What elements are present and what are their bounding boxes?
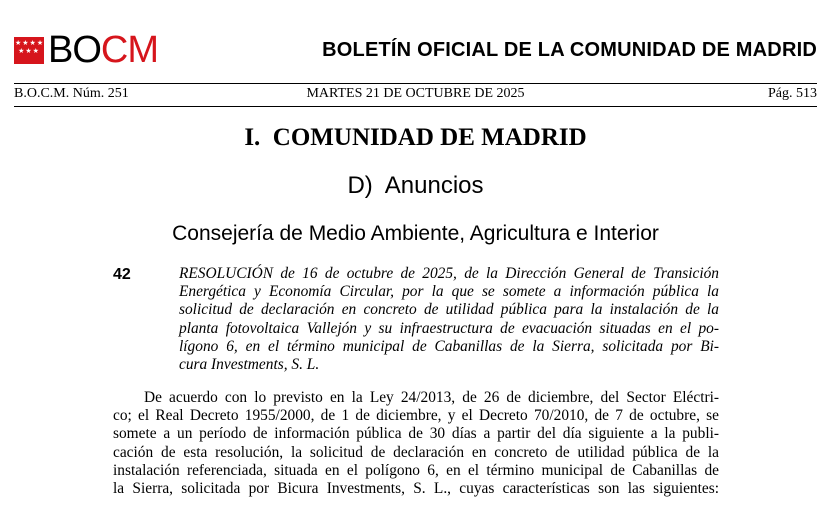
body-line: instalación referenciada, situada en el polígono 6, en el término municipal de Cabanillas de xyxy=(113,461,719,479)
body-line: De acuerdo con lo previsto en la Ley 24/2013, de 26 de diciembre, del Sector Eléctri- xyxy=(144,389,719,406)
resolution-line: solicitud de declaración en concreto de utilidad pública para la instalación de la xyxy=(179,301,719,319)
header-divider-bottom xyxy=(14,106,817,107)
resolution-line: Energética y Economía Circular, por la que se somete a información pública la xyxy=(179,283,719,301)
masthead-title: BOLETÍN OFICIAL DE LA COMUNIDAD DE MADRID xyxy=(322,39,817,61)
header-divider-top xyxy=(14,83,817,84)
bocm-logo xyxy=(14,28,158,72)
body-paragraph xyxy=(113,389,719,498)
page-number: Pág. 513 xyxy=(768,86,817,101)
body-line: somete a un período de información pública de 30 días a partir del día siguiente a la publi- xyxy=(113,425,719,443)
resolution-line: lígono 6, en el término municipal de Cabanillas de la Sierra, solicitada por Bi- xyxy=(179,337,719,355)
section-title: I. COMUNIDAD DE MADRID xyxy=(244,124,587,151)
page-header xyxy=(14,28,817,72)
issue-number: B.O.C.M. Núm. 251 xyxy=(14,86,129,101)
item-number: 42 xyxy=(113,266,131,283)
resolution-summary xyxy=(179,265,719,374)
logo-text: BOCM xyxy=(48,29,159,71)
resolution-line: RESOLUCIÓN de 16 de octubre de 2025, de la Dirección General de Transición xyxy=(179,265,719,282)
resolution-line: cura Investments, S. L. xyxy=(179,356,320,374)
body-line: co; el Real Decreto 1955/2000, de 1 de diciembre, y el Decreto 70/2010, de 7 de octubre, se xyxy=(113,407,719,425)
body-line: cación de esta resolución, la solicitud de declaración en concreto de utilidad pública de la xyxy=(113,443,719,461)
body-line: la Sierra, solicitada por Bicura Investments, S. L., cuyas características son las siguientes: xyxy=(113,480,719,498)
section-subtitle: D) Anuncios xyxy=(347,172,484,199)
madrid-flag-icon: ★★★★ ★★★ xyxy=(14,37,44,64)
issue-date: MARTES 21 DE OCTUBRE DE 2025 xyxy=(306,86,525,101)
issue-meta-bar xyxy=(14,86,817,104)
department-heading: Consejería de Medio Ambiente, Agricultura e Interior xyxy=(172,222,659,245)
resolution-line: planta fotovoltaica Vallejón y su infraestructura de evacuación situadas en el po- xyxy=(179,319,719,337)
